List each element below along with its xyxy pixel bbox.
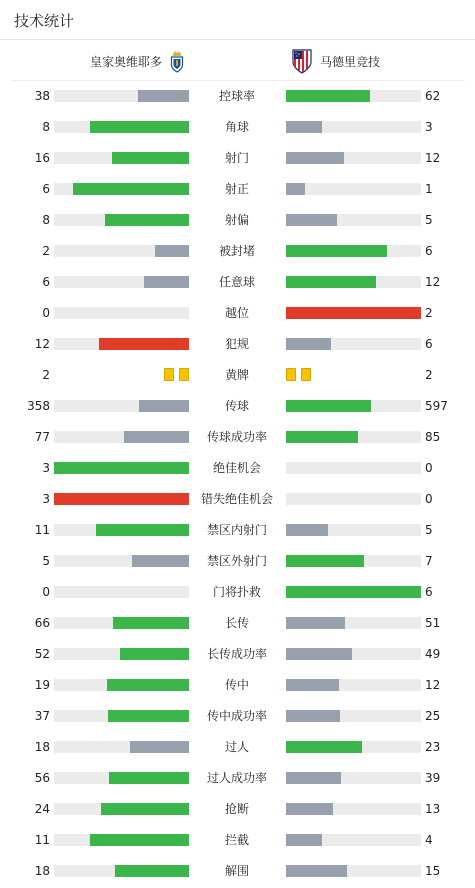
- home-stat-value: 66: [34, 616, 50, 630]
- home-stat-bar: [54, 555, 189, 567]
- away-stat-value: 15: [425, 864, 441, 878]
- home-stat-value: 52: [34, 647, 50, 661]
- home-stat-value: 37: [34, 709, 50, 723]
- stat-row: [0, 298, 475, 329]
- home-stat-value: 6: [42, 182, 50, 196]
- away-stat-bar: [286, 679, 421, 691]
- home-stat-bar-fill: [73, 183, 189, 195]
- away-stat-value: 4: [425, 833, 433, 847]
- home-stat-value: 8: [42, 120, 50, 134]
- stat-label: 禁区外射门: [206, 554, 267, 568]
- home-stat-bar-fill: [108, 710, 189, 722]
- away-stat-bar-fill: [286, 431, 358, 443]
- stat-row: [0, 608, 475, 639]
- home-team-name: 皇家奥维耶多: [90, 54, 163, 69]
- away-stat-bar-fill: [286, 865, 347, 877]
- away-stat-value: 51: [425, 616, 441, 630]
- home-stat-bar-fill: [90, 121, 189, 133]
- away-stat-value: 6: [425, 337, 433, 351]
- away-stat-bar-fill: [286, 245, 387, 257]
- stats-header: [0, 0, 475, 40]
- stat-row: [0, 794, 475, 825]
- stat-label: 过人: [224, 740, 249, 754]
- stat-label: 错失绝佳机会: [200, 492, 273, 506]
- home-stat-value: 24: [34, 802, 50, 816]
- away-stat-value: 12: [425, 275, 441, 289]
- away-stat-bar: [286, 183, 421, 195]
- away-stat-bar: [286, 524, 421, 536]
- stat-label: 任意球: [218, 275, 255, 289]
- away-stat-bar-fill: [286, 834, 322, 846]
- home-stat-bar-fill: [155, 245, 189, 257]
- home-stat-bar: [54, 276, 189, 288]
- stat-row: [0, 670, 475, 701]
- home-stat-value: 12: [34, 337, 50, 351]
- stat-row: [0, 763, 475, 794]
- home-stat-value: 358: [27, 399, 50, 413]
- home-stat-bar-fill: [130, 741, 189, 753]
- home-stat-value: 19: [34, 678, 50, 692]
- away-stat-bar-fill: [286, 679, 339, 691]
- home-stat-bar: [54, 772, 189, 784]
- away-yellow-cards: [286, 368, 311, 382]
- home-yellow-cards: [164, 368, 189, 382]
- away-stat-value: 597: [425, 399, 448, 413]
- stat-row: [0, 639, 475, 670]
- away-stat-bar: [286, 586, 421, 598]
- home-stat-bar-fill: [112, 152, 189, 164]
- home-stat-bar: [54, 121, 189, 133]
- stat-label: 抢断: [224, 802, 249, 816]
- home-stat-value: 2: [42, 244, 50, 258]
- stat-label: 越位: [224, 306, 249, 320]
- stat-row: [0, 329, 475, 360]
- stat-row: [0, 174, 475, 205]
- away-stat-bar: [286, 400, 421, 412]
- home-stat-bar-fill: [120, 648, 189, 660]
- stat-row: [0, 453, 475, 484]
- away-stat-bar-fill: [286, 338, 331, 350]
- home-stat-bar-fill: [107, 679, 189, 691]
- home-stat-bar: [54, 400, 189, 412]
- stat-label: 角球: [224, 120, 249, 134]
- away-stat-value: 49: [425, 647, 441, 661]
- home-stat-bar-fill: [54, 493, 189, 505]
- stat-label: 传球成功率: [206, 430, 267, 444]
- yellow-card-icon: [164, 368, 174, 381]
- stat-label: 射门: [224, 151, 249, 165]
- atletico-madrid-crest-icon: [292, 48, 312, 74]
- home-stat-bar: [54, 183, 189, 195]
- stat-label: 禁区内射门: [206, 523, 267, 537]
- stat-label: 犯规: [224, 337, 249, 351]
- stat-row: [0, 515, 475, 546]
- stat-label: 长传成功率: [206, 647, 267, 661]
- yellow-card-icon: [286, 368, 296, 381]
- away-stat-bar: [286, 245, 421, 257]
- home-stat-bar: [54, 803, 189, 815]
- stat-label: 门将扑救: [212, 585, 261, 599]
- away-stat-value: 2: [425, 306, 433, 320]
- home-stat-value: 0: [42, 585, 50, 599]
- away-stat-bar: [286, 555, 421, 567]
- away-stat-value: 12: [425, 151, 441, 165]
- away-stat-bar-fill: [286, 555, 364, 567]
- home-stat-value: 3: [42, 461, 50, 475]
- away-stat-value: 39: [425, 771, 441, 785]
- away-stat-value: 25: [425, 709, 441, 723]
- home-stat-value: 77: [34, 430, 50, 444]
- away-stat-bar-fill: [286, 183, 305, 195]
- home-stat-value: 11: [34, 523, 50, 537]
- away-stat-bar: [286, 462, 421, 474]
- away-stat-bar: [286, 834, 421, 846]
- stat-row: [0, 236, 475, 267]
- away-stat-value: 85: [425, 430, 441, 444]
- stat-row: [0, 205, 475, 236]
- home-stat-bar: [54, 431, 189, 443]
- away-stat-value: 7: [425, 554, 433, 568]
- stat-row: [0, 81, 475, 112]
- stat-row: [0, 422, 475, 453]
- yellow-card-icon: [301, 368, 311, 381]
- away-stat-value: 13: [425, 802, 441, 816]
- stat-row: [0, 484, 475, 515]
- away-stat-value: 62: [425, 89, 441, 103]
- away-stat-bar-fill: [286, 772, 341, 784]
- teams-bar: [10, 41, 465, 81]
- stat-row: [0, 825, 475, 856]
- away-stat-bar-fill: [286, 617, 345, 629]
- away-stat-bar: [286, 276, 421, 288]
- away-stat-bar: [286, 338, 421, 350]
- home-stat-bar-fill: [90, 834, 189, 846]
- away-stat-bar: [286, 803, 421, 815]
- home-stat-bar: [54, 586, 189, 598]
- home-stat-bar-fill: [115, 865, 189, 877]
- stat-row: [0, 701, 475, 732]
- home-stat-bar: [54, 741, 189, 753]
- page-title: 技术统计: [14, 12, 75, 30]
- home-stat-bar: [54, 524, 189, 536]
- away-stat-bar-fill: [286, 710, 340, 722]
- away-stat-value: 5: [425, 213, 433, 227]
- away-stat-bar-fill: [286, 586, 421, 598]
- home-stat-bar-fill: [109, 772, 189, 784]
- home-stat-bar-fill: [124, 431, 189, 443]
- home-stat-bar: [54, 648, 189, 660]
- stat-label: 传中: [224, 678, 249, 692]
- away-stat-bar-fill: [286, 648, 352, 660]
- away-stat-bar: [286, 865, 421, 877]
- home-stat-value: 0: [42, 306, 50, 320]
- away-stat-value: 5: [425, 523, 433, 537]
- away-stat-bar: [286, 741, 421, 753]
- home-stat-bar: [54, 865, 189, 877]
- stat-row: [0, 856, 475, 887]
- stat-label: 射偏: [224, 213, 249, 227]
- home-stat-value: 38: [34, 89, 50, 103]
- home-stat-bar-fill: [139, 400, 189, 412]
- home-stat-bar-fill: [144, 276, 189, 288]
- away-stat-value: 6: [425, 244, 433, 258]
- stat-row: [0, 360, 475, 391]
- stat-label: 被封堵: [218, 244, 255, 258]
- home-stat-bar-fill: [105, 214, 189, 226]
- stat-row: [0, 577, 475, 608]
- away-stat-bar-fill: [286, 741, 362, 753]
- home-stat-bar: [54, 338, 189, 350]
- home-stat-bar-fill: [99, 338, 189, 350]
- home-stat-bar: [54, 834, 189, 846]
- home-stat-value: 18: [34, 864, 50, 878]
- away-stat-value: 1: [425, 182, 433, 196]
- home-stat-value: 11: [34, 833, 50, 847]
- stat-label: 黄牌: [224, 368, 249, 382]
- stat-label: 过人成功率: [206, 771, 267, 785]
- stat-row: [0, 143, 475, 174]
- home-stat-bar: [54, 462, 189, 474]
- stat-label: 射正: [224, 182, 249, 196]
- home-stat-value: 6: [42, 275, 50, 289]
- stat-label: 解围: [224, 864, 249, 878]
- away-stat-bar-fill: [286, 90, 370, 102]
- away-stat-value: 6: [425, 585, 433, 599]
- home-stat-value: 56: [34, 771, 50, 785]
- home-stat-bar: [54, 710, 189, 722]
- away-stat-bar-fill: [286, 400, 371, 412]
- stat-label: 拦截: [224, 833, 249, 847]
- stat-label: 长传: [224, 616, 249, 630]
- home-stat-bar-fill: [101, 803, 189, 815]
- away-stat-bar: [286, 431, 421, 443]
- home-stat-bar: [54, 214, 189, 226]
- home-stat-value: 18: [34, 740, 50, 754]
- home-stat-bar-fill: [54, 462, 189, 474]
- home-stat-bar-fill: [138, 90, 189, 102]
- away-stat-value: 2: [425, 368, 433, 382]
- home-stat-value: 8: [42, 213, 50, 227]
- away-stat-bar-fill: [286, 121, 322, 133]
- home-stat-bar-fill: [96, 524, 189, 536]
- home-stat-bar: [54, 307, 189, 319]
- stat-row: [0, 112, 475, 143]
- home-stat-bar: [54, 679, 189, 691]
- away-stat-bar: [286, 152, 421, 164]
- home-stat-value: 5: [42, 554, 50, 568]
- home-stat-bar: [54, 152, 189, 164]
- home-stat-value: 2: [42, 368, 50, 382]
- away-stat-value: 23: [425, 740, 441, 754]
- away-stat-value: 3: [425, 120, 433, 134]
- real-oviedo-crest-icon: [170, 49, 184, 73]
- home-stat-bar-fill: [113, 617, 189, 629]
- away-stat-bar-fill: [286, 524, 328, 536]
- stat-label: 传球: [224, 399, 249, 413]
- away-stat-bar: [286, 710, 421, 722]
- away-stat-bar: [286, 648, 421, 660]
- stat-label: 绝佳机会: [212, 461, 261, 475]
- away-stat-bar: [286, 214, 421, 226]
- home-team[interactable]: [90, 41, 184, 81]
- away-stat-bar: [286, 121, 421, 133]
- away-stat-bar-fill: [286, 152, 344, 164]
- away-team-name: 马德里竞技: [320, 54, 381, 69]
- away-stat-bar-fill: [286, 214, 337, 226]
- away-stat-bar: [286, 617, 421, 629]
- away-stat-bar-fill: [286, 803, 333, 815]
- home-stat-bar-fill: [132, 555, 189, 567]
- stat-row: [0, 732, 475, 763]
- stat-label: 控球率: [218, 89, 255, 103]
- home-stat-bar: [54, 493, 189, 505]
- yellow-card-icon: [179, 368, 189, 381]
- away-stat-bar: [286, 90, 421, 102]
- away-stat-bar-fill: [286, 276, 376, 288]
- away-stat-bar: [286, 307, 421, 319]
- home-stat-value: 16: [34, 151, 50, 165]
- stat-row: [0, 391, 475, 422]
- away-team[interactable]: [292, 41, 380, 81]
- away-stat-bar-fill: [286, 307, 421, 319]
- home-stat-bar: [54, 90, 189, 102]
- away-stat-value: 12: [425, 678, 441, 692]
- stat-row: [0, 267, 475, 298]
- home-stat-bar: [54, 245, 189, 257]
- away-stat-value: 0: [425, 461, 433, 475]
- stat-label: 传中成功率: [206, 709, 267, 723]
- home-stat-value: 3: [42, 492, 50, 506]
- stat-row: [0, 546, 475, 577]
- away-stat-bar: [286, 772, 421, 784]
- away-stat-bar: [286, 493, 421, 505]
- away-stat-value: 0: [425, 492, 433, 506]
- home-stat-bar: [54, 617, 189, 629]
